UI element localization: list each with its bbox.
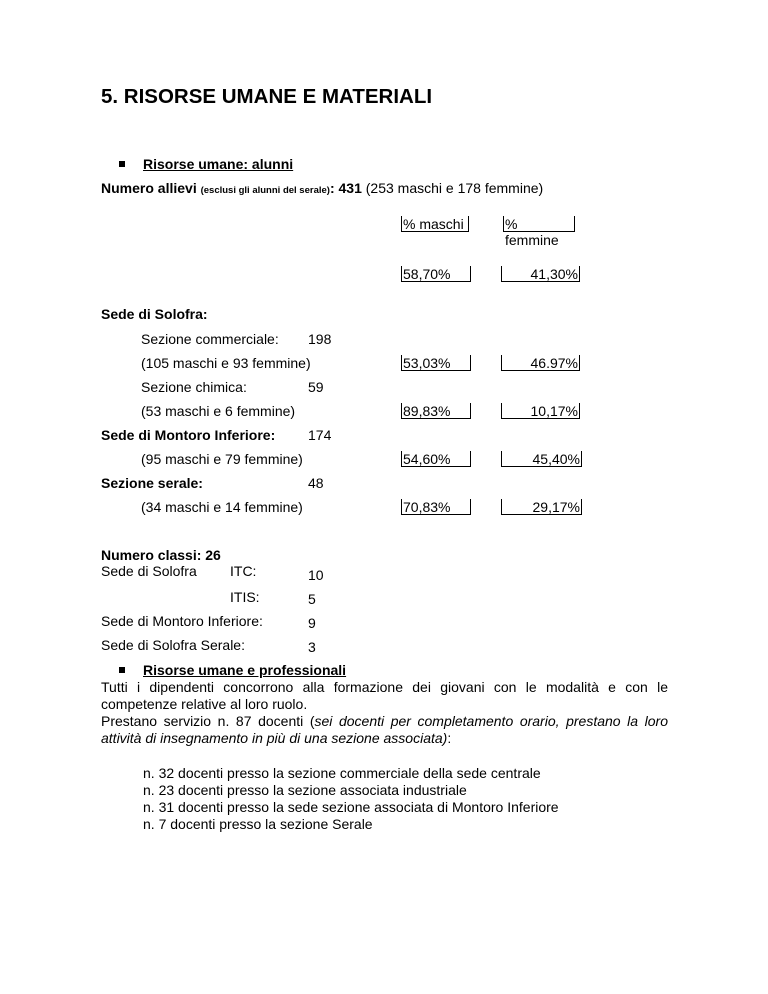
chimica-maschi: 89,83% <box>401 403 471 419</box>
sede-montoro-label: Sede di Montoro Inferiore: <box>101 427 276 443</box>
classi-solofra-label: Sede di Solofra <box>101 563 197 579</box>
table-row-commerciale <box>0 355 768 372</box>
paragraph-dipendenti-line2: competenze relative al loro ruolo. <box>101 696 308 712</box>
docenti-count-text: Prestano servizio n. 87 docenti ( <box>101 713 315 729</box>
allievi-label: Numero allievi <box>101 180 197 196</box>
montoro-value: 174 <box>308 427 332 443</box>
commerciale-label: Sezione commerciale: <box>141 331 279 347</box>
commerciale-maschi: 53,03% <box>401 355 471 371</box>
commerciale-detail: (105 maschi e 93 femmine) <box>141 355 311 371</box>
total-femmine: 41,30% <box>501 266 580 282</box>
docenti-note-italic: sei docenti per completamento orario, prestano la loro <box>314 713 668 729</box>
classi-itc-value: 10 <box>308 567 324 583</box>
paragraph-dipendenti-line1: Tutti i dipendenti concorrono alla formazione dei giovani con le modalità e con le <box>101 679 668 695</box>
paragraph-docenti-line2 <box>101 730 668 747</box>
serale-femmine: 29,17% <box>501 499 582 515</box>
montoro-femmine: 45,40% <box>501 451 582 467</box>
bullet-icon <box>119 667 125 673</box>
section-heading-professionali: Risorse umane e professionali <box>143 662 347 678</box>
table-header-row <box>0 216 768 248</box>
classi-itc-label: ITC: <box>230 563 257 579</box>
allievi-detail: (253 maschi e 178 femmine) <box>365 180 544 196</box>
page-title: 5. RISORSE UMANE E MATERIALI <box>101 85 433 108</box>
list-item: n. 23 docenti presso la sezione associata industriale <box>143 782 467 798</box>
paragraph-docenti-line1 <box>101 713 668 730</box>
bullet-icon <box>119 161 125 167</box>
classi-itis-label: ITIS: <box>230 589 260 605</box>
montoro-maschi: 54,60% <box>401 451 471 467</box>
serale-value: 48 <box>308 475 324 491</box>
total-maschi: 58,70% <box>401 266 471 282</box>
commerciale-value: 198 <box>308 331 332 347</box>
section-heading-alunni: Risorse umane: alunni <box>143 156 294 172</box>
classi-itis-value: 5 <box>308 591 316 607</box>
allievi-note: (esclusi gli alunni del serale) <box>200 185 330 196</box>
table-row-serale <box>0 499 768 516</box>
chimica-value: 59 <box>308 379 324 395</box>
montoro-detail: (95 maschi e 79 femmine) <box>141 451 303 467</box>
classi-heading: Numero classi: 26 <box>101 547 221 563</box>
col-header-femmine: % femmine <box>503 216 575 232</box>
classi-montoro-value: 9 <box>308 615 316 631</box>
classi-montoro-label: Sede di Montoro Inferiore: <box>101 613 263 629</box>
serale-detail: (34 maschi e 14 femmine) <box>141 499 303 515</box>
commerciale-femmine: 46.97% <box>501 355 580 371</box>
table-row-montoro <box>0 451 768 468</box>
classi-serale-value: 3 <box>308 639 316 655</box>
list-item: n. 31 docenti presso la sede sezione associata di Montoro Inferiore <box>143 799 559 815</box>
sede-solofra-label: Sede di Solofra: <box>101 306 208 322</box>
chimica-detail: (53 maschi e 6 femmine) <box>141 403 296 419</box>
sezione-serale-label: Sezione serale: <box>101 475 203 491</box>
serale-maschi: 70,83% <box>401 499 471 515</box>
list-item: n. 32 docenti presso la sezione commerciale della sede centrale <box>143 765 541 781</box>
list-item: n. 7 docenti presso la sezione Serale <box>143 816 373 832</box>
allievi-line <box>101 180 543 199</box>
col-header-maschi: % maschi <box>401 216 469 232</box>
table-row-chimica <box>0 403 768 420</box>
docenti-colon: : <box>447 730 452 746</box>
allievi-total: 431 <box>338 180 362 196</box>
table-row-total <box>0 266 768 283</box>
allievi-colon: : <box>329 180 335 196</box>
classi-serale-label: Sede di Solofra Serale: <box>101 637 245 653</box>
chimica-label: Sezione chimica: <box>141 379 247 395</box>
chimica-femmine: 10,17% <box>501 403 580 419</box>
docenti-note-italic-cont: attività di insegnamento in più di una sezione associata) <box>101 730 448 746</box>
